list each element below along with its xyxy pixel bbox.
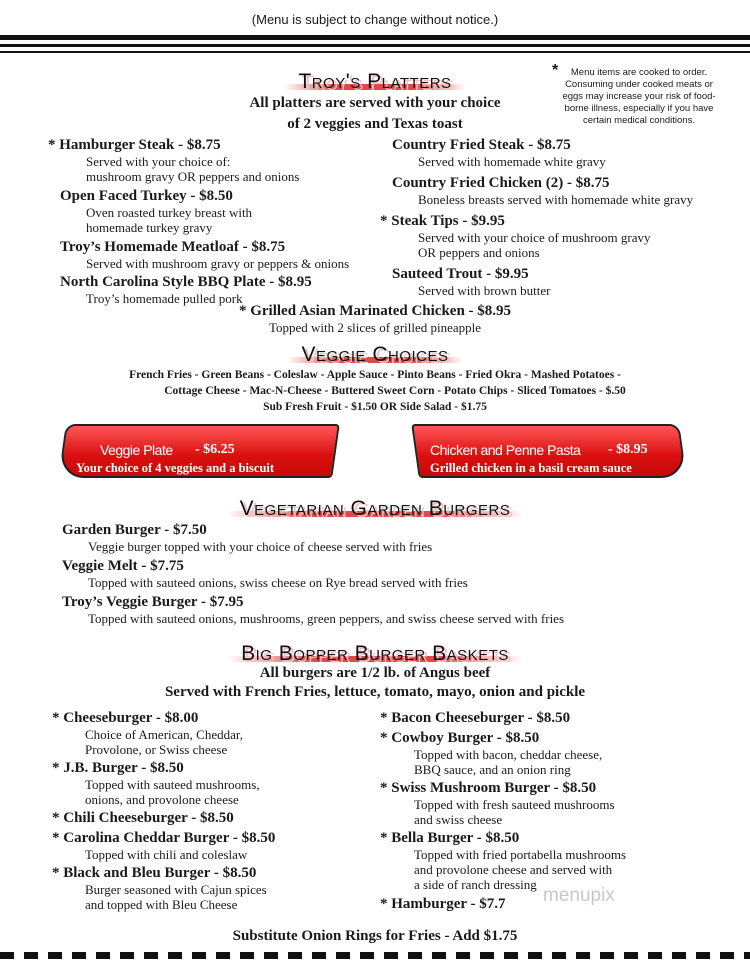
platters-heading: Troy's Platters bbox=[0, 70, 750, 94]
menu-item-desc: Topped with 2 slices of grilled pineapple bbox=[268, 320, 482, 335]
veggie-list: Sub Fresh Fruit - $1.50 OR Side Salad - $1.75 bbox=[263, 401, 487, 413]
veggie-list: Cottage Cheese - Mac-N-Cheese - Buttered Sweet Corn - Potato Chips - Sliced Tomatoes - $.50 bbox=[164, 385, 626, 397]
menu-item-name: Open Faced Turkey - $8.50 bbox=[60, 188, 233, 204]
menu-item-name: * Bacon Cheeseburger - $8.50 bbox=[380, 710, 571, 726]
menu-item-desc: Oven roasted turkey breast with bbox=[86, 205, 253, 220]
menu-item-desc: a side of ranch dressing bbox=[414, 877, 537, 892]
menu-item-desc: Topped with sauteed onions, mushrooms, green peppers, and swiss cheese served with fries bbox=[88, 611, 565, 626]
menu-item-name: * Hamburger Steak - $8.75 bbox=[48, 137, 221, 153]
menu-item-name: * Cheeseburger - $8.00 bbox=[52, 710, 199, 726]
bottom-dashed-border bbox=[0, 952, 750, 959]
menu-item-name: * Steak Tips - $9.95 bbox=[380, 213, 505, 229]
menu-item-name: Troy’s Veggie Burger - $7.95 bbox=[62, 594, 244, 610]
onion-rings-note: Substitute Onion Rings for Fries - Add $1.75 bbox=[232, 928, 518, 944]
menu-item-name: * J.B. Burger - $8.50 bbox=[52, 760, 184, 776]
watermark: menupix bbox=[543, 885, 615, 906]
menu-item-desc: Topped with fresh sauteed mushrooms bbox=[414, 797, 615, 812]
menu-item-desc: and swiss cheese bbox=[414, 812, 503, 827]
menu-item-name: Troy’s Homemade Meatloaf - $8.75 bbox=[60, 239, 286, 255]
burger-baskets-heading: Big Bopper Burger Baskets bbox=[0, 642, 750, 666]
special-desc: Grilled chicken in a basil cream sauce bbox=[430, 461, 632, 475]
menu-item-name: North Carolina Style BBQ Plate - $8.95 bbox=[60, 274, 312, 290]
menu-item-desc: Veggie burger topped with your choice of cheese served with fries bbox=[88, 539, 433, 554]
menu-item-name: * Hamburger - $7.7 bbox=[380, 896, 506, 912]
menu-item-desc: BBQ sauce, and an onion ring bbox=[414, 762, 571, 777]
menu-item-desc: Troy’s homemade pulled pork bbox=[86, 291, 243, 306]
menu-item-desc: and topped with Bleu Cheese bbox=[85, 897, 238, 912]
menu-item-desc: Served with your choice of mushroom gravy bbox=[418, 230, 651, 245]
veggie-list: French Fries - Green Beans - Coleslaw - Apple Sauce - Pinto Beans - Fried Okra - Mashed Potatoes - bbox=[129, 369, 621, 381]
top-stripe bbox=[0, 35, 750, 40]
menu-item-desc: Served with homemade white gravy bbox=[418, 154, 606, 169]
menu-item-desc: Served with mushroom gravy or peppers & onions bbox=[86, 256, 350, 271]
platters-subtitle: of 2 veggies and Texas toast bbox=[287, 116, 463, 132]
burgers-right-column bbox=[380, 710, 626, 913]
top-stripe bbox=[0, 44, 750, 47]
menu-item-name: Country Fried Steak - $8.75 bbox=[392, 137, 571, 153]
menu-item-name: Country Fried Chicken (2) - $8.75 bbox=[392, 175, 610, 191]
menu-item-desc: onions, and provolone cheese bbox=[85, 792, 239, 807]
special-price: - $6.25 bbox=[195, 442, 235, 457]
special-desc: Your choice of 4 veggies and a biscuit bbox=[76, 461, 275, 475]
menu-item-name: * Black and Bleu Burger - $8.50 bbox=[52, 865, 257, 881]
menu-item-desc: and provolone cheese and served with bbox=[414, 862, 613, 877]
special-title: Chicken and Penne Pasta bbox=[430, 442, 581, 458]
menu-item-name: * Cowboy Burger - $8.50 bbox=[380, 730, 540, 746]
platters-left-column bbox=[48, 137, 349, 306]
burgers-subtitle: All burgers are 1/2 lb. of Angus beef bbox=[259, 665, 491, 681]
menu-item-desc: Choice of American, Cheddar, bbox=[85, 727, 243, 742]
platters-right-column bbox=[380, 137, 693, 298]
menu-item-desc: Topped with chili and coleslaw bbox=[85, 847, 248, 862]
menu-item-desc: Provolone, or Swiss cheese bbox=[85, 742, 228, 757]
menu-item-desc: Topped with sauteed onions, swiss cheese on Rye bread served with fries bbox=[88, 575, 468, 590]
menu-item-name: * Grilled Asian Marinated Chicken - $8.95 bbox=[238, 303, 512, 319]
menu-item-name: * Swiss Mushroom Burger - $8.50 bbox=[380, 780, 597, 796]
menu-item-desc: Burger seasoned with Cajun spices bbox=[85, 882, 267, 897]
garden-burgers-heading: Vegetarian Garden Burgers bbox=[0, 497, 750, 521]
menu-item-desc: Topped with bacon, cheddar cheese, bbox=[414, 747, 603, 762]
menu-item-desc: homemade turkey gravy bbox=[86, 220, 213, 235]
menu-item-name: * Carolina Cheddar Burger - $8.50 bbox=[52, 830, 276, 846]
menu-item-name: Sauteed Trout - $9.95 bbox=[392, 266, 529, 282]
menu-item-desc: Served with your choice of: bbox=[86, 154, 231, 169]
menu-item-desc: Boneless breasts served with homemade white gravy bbox=[418, 192, 694, 207]
menu-item-name: Veggie Melt - $7.75 bbox=[62, 558, 184, 574]
top-stripe bbox=[0, 51, 750, 53]
menu-item-desc: Topped with sauteed mushrooms, bbox=[85, 777, 260, 792]
special-price: - $8.95 bbox=[608, 442, 648, 457]
garden-burgers-list bbox=[62, 522, 564, 626]
menu-item-name: Garden Burger - $7.50 bbox=[62, 522, 207, 538]
veggies-heading: Veggie Choices bbox=[0, 343, 750, 367]
platters-center-item bbox=[0, 303, 750, 335]
menu-item-desc: Served with brown butter bbox=[418, 283, 551, 298]
menu-notice: (Menu is subject to change without notice.) bbox=[251, 12, 499, 27]
burgers-subtitle: Served with French Fries, lettuce, tomato, mayo, onion and pickle bbox=[164, 684, 586, 700]
menu-item-desc: Topped with fried portabella mushrooms bbox=[414, 847, 627, 862]
platters-subtitle: All platters are served with your choice bbox=[249, 95, 501, 111]
special-title: Veggie Plate bbox=[100, 442, 173, 458]
menu-item-desc: OR peppers and onions bbox=[418, 245, 540, 260]
food-safety-note: * Menu items are cooked to order. Consuming under cooked meats or eggs may increase your risk of food-borne illness, especially if you have certain medical conditions. bbox=[552, 62, 716, 126]
menu-item-name: * Bella Burger - $8.50 bbox=[380, 830, 520, 846]
burgers-left-column bbox=[52, 710, 275, 912]
menu-item-desc: mushroom gravy OR peppers and onions bbox=[86, 169, 300, 184]
menu-item-name: * Chili Cheeseburger - $8.50 bbox=[52, 810, 234, 826]
